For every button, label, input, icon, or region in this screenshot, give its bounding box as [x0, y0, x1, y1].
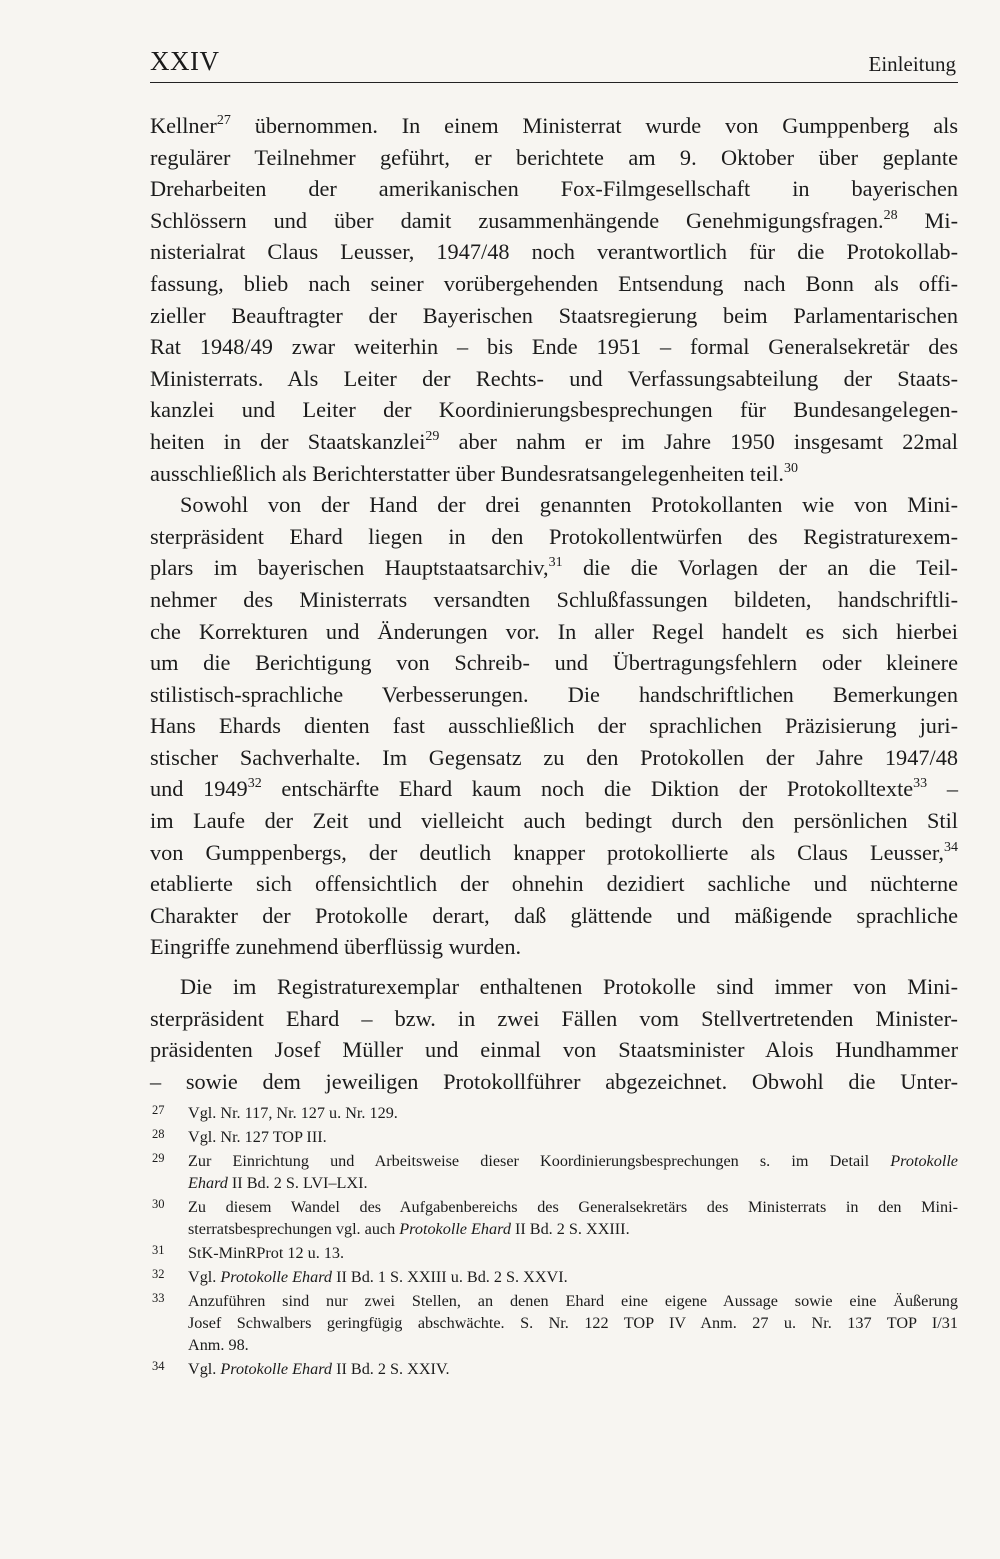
footnote-number: 31 [152, 1243, 165, 1257]
text-line: Kellner$^{27}$ übernommen. In einem Ministerrat wurde von Gumppenberg als [150, 113, 958, 138]
text-line: im Laufe der Zeit und vielleicht auch bedingt durch den persönlichen Stil [150, 808, 958, 834]
text-line: Schlössern und über damit zusammenhängende Genehmigungsfragen.$^{28}$ Mi- [150, 207, 958, 233]
footnote-number: 27 [152, 1103, 165, 1117]
footnote-reference: 33 [913, 776, 928, 792]
footnote-reference: 32 [247, 776, 262, 792]
footnote-line: Josef Schwalbers geringfügig abschwächte. S. Nr. 122 TOP IV Anm. 27 u. Nr. 137 TOP I/31 [188, 1314, 958, 1332]
text-line: um die Berichtigung von Schreib- und Übertragungsfehlern oder kleinere [150, 650, 958, 676]
footnote [150, 1290, 958, 1357]
footnote-reference: 29 [425, 428, 440, 444]
footnote-line: Zu diesem Wandel des Aufgabenbereichs des Generalsekretärs des Ministerrats in den Mini- [188, 1197, 958, 1216]
footnote [150, 1196, 958, 1241]
footnote-number: 34 [152, 1359, 165, 1374]
text-line: che Korrekturen und Änderungen vor. In aller Regel handelt es sich hierbei [150, 618, 958, 644]
text-line: Rat 1948/49 zwar weiterhin – bis Ende 1951 – formal Generalsekretär des [150, 334, 958, 360]
footnote [150, 1266, 958, 1288]
page-number: XXIV [150, 46, 220, 76]
footnote-line: sterratsbesprechungen vgl. auch Protokolle Ehard II Bd. 2 S. XXIII. [188, 1220, 630, 1239]
footnote [150, 1102, 958, 1124]
text-line: Sowohl von der Hand der drei genannten Protokollanten wie von Mini- [180, 492, 958, 518]
footnote-line: StK-MinRProt 12 u. 13. [188, 1244, 345, 1262]
text-line: plars im bayerischen Hauptstaatsarchiv,$^{31}$ die die Vorlagen der an die Teil- [150, 555, 958, 581]
footnote-number: 29 [152, 1150, 165, 1165]
text-line: fassung, blieb nach seiner vorübergehenden Entsendung nach Bonn als offi- [150, 270, 958, 296]
text-line: nisterialrat Claus Leusser, 1947/48 noch verantwortlich für die Protokollab- [150, 239, 958, 265]
footnote-number: 28 [152, 1126, 165, 1141]
footnote [150, 1126, 958, 1148]
footnote-number: 30 [152, 1196, 165, 1211]
footnotes [150, 1102, 958, 1382]
text-line: zieller Beauftragter der Bayerischen Staatsregierung beim Parlamentarischen [150, 302, 958, 328]
text-line: Hans Ehards dienten fast ausschließlich der sprachlichen Präzisierung juri- [150, 713, 958, 739]
footnote-line: Ehard II Bd. 2 S. LVI–LXI. [188, 1174, 368, 1192]
footnote-line: Vgl. Nr. 127 TOP III. [188, 1127, 327, 1146]
footnote-number: 32 [152, 1266, 165, 1281]
footnote-line: Zur Einrichtung und Arbeitsweise dieser Koordinierungsbesprechungen s. im Detail Protokolle [188, 1151, 958, 1170]
footnote-line: Anm. 98. [188, 1336, 249, 1355]
text-line: stischer Sachverhalte. Im Gegensatz zu den Protokollen der Jahre 1947/48 [150, 744, 958, 770]
running-header [150, 46, 958, 83]
text-line: Ministerrats. Als Leiter der Rechts- und Verfassungsabteilung der Staats- [150, 365, 958, 391]
text-line: Dreharbeiten der amerikanischen Fox-Filmgesellschaft in bayerischen [150, 176, 958, 202]
text-line: Die im Registraturexemplar enthaltenen Protokolle sind immer von Mini- [180, 974, 958, 1000]
text-line: Charakter der Protokolle derart, daß glättende und mäßigende sprachliche [150, 902, 958, 928]
footnote-line: Vgl. Protokolle Ehard II Bd. 1 S. XXIII u. Bd. 2 S. XXVI. [188, 1267, 568, 1286]
text-line: stilistisch-sprachliche Verbesserungen. Die handschriftlichen Bemerkungen [150, 681, 958, 707]
section-title: Einleitung [868, 52, 956, 76]
footnote-reference: 30 [784, 460, 798, 476]
main-text [150, 110, 958, 1097]
text-line: – sowie dem jeweiligen Protokollführer abgezeichnet. Obwohl die Unter- [150, 1068, 958, 1094]
footnote-reference: 27 [216, 113, 231, 128]
text-line: von Gumppenbergs, der deutlich knapper protokollierte als Claus Leusser,$^{34}$ [150, 839, 958, 865]
text-line: heiten in der Staatskanzlei$^{29}$ aber nahm er im Jahre 1950 insgesamt 22mal [150, 428, 959, 454]
text-line: nehmer des Ministerrats versandten Schlußfassungen bildeten, handschriftli- [150, 586, 958, 612]
footnote [150, 1150, 958, 1195]
footnote-line: Vgl. Protokolle Ehard II Bd. 2 S. XXIV. [188, 1360, 450, 1379]
footnote-reference: 31 [548, 555, 563, 571]
text-line: etablierte sich offensichtlich der ohnehin dezidiert sachliche und nüchterne [150, 871, 958, 897]
text-line: Eingriffe zunehmend überflüssig wurden. [150, 934, 522, 960]
text-line: präsidenten Josef Müller und einmal von Staatsminister Alois Hundhammer [150, 1037, 958, 1063]
footnote-line: Anzuführen sind nur zwei Stellen, an denen Ehard eine eigene Aussage sowie eine Äußerung [188, 1291, 958, 1310]
text-line: sterpräsident Ehard – bzw. in zwei Fällen vom Stellvertretenden Minister- [150, 1005, 958, 1031]
paragraph-gap [150, 963, 958, 971]
text-line: regulärer Teilnehmer geführt, er berichtete am 9. Oktober über geplante [150, 144, 958, 170]
footnote-line: Vgl. Nr. 117, Nr. 127 u. Nr. 129. [188, 1104, 398, 1122]
text-line: und 1949$^{32}$ entschärfte Ehard kaum noch die Diktion der Protokolltexte$^{33}$ – [150, 776, 958, 802]
footnote-reference: 34 [944, 839, 958, 855]
text-line: ausschließlich als Berichterstatter über Bundesratsangelegenheiten teil.$^{30}$ [150, 460, 798, 486]
footnote [150, 1242, 958, 1264]
footnote-number: 33 [152, 1290, 165, 1305]
text-line: kanzlei und Leiter der Koordinierungsbesprechungen für Bundesangelegen- [150, 397, 958, 423]
footnote-reference: 28 [883, 207, 898, 223]
footnote [150, 1358, 958, 1380]
text-line: sterpräsident Ehard liegen in den Protokollentwürfen des Registraturexem- [150, 523, 958, 549]
